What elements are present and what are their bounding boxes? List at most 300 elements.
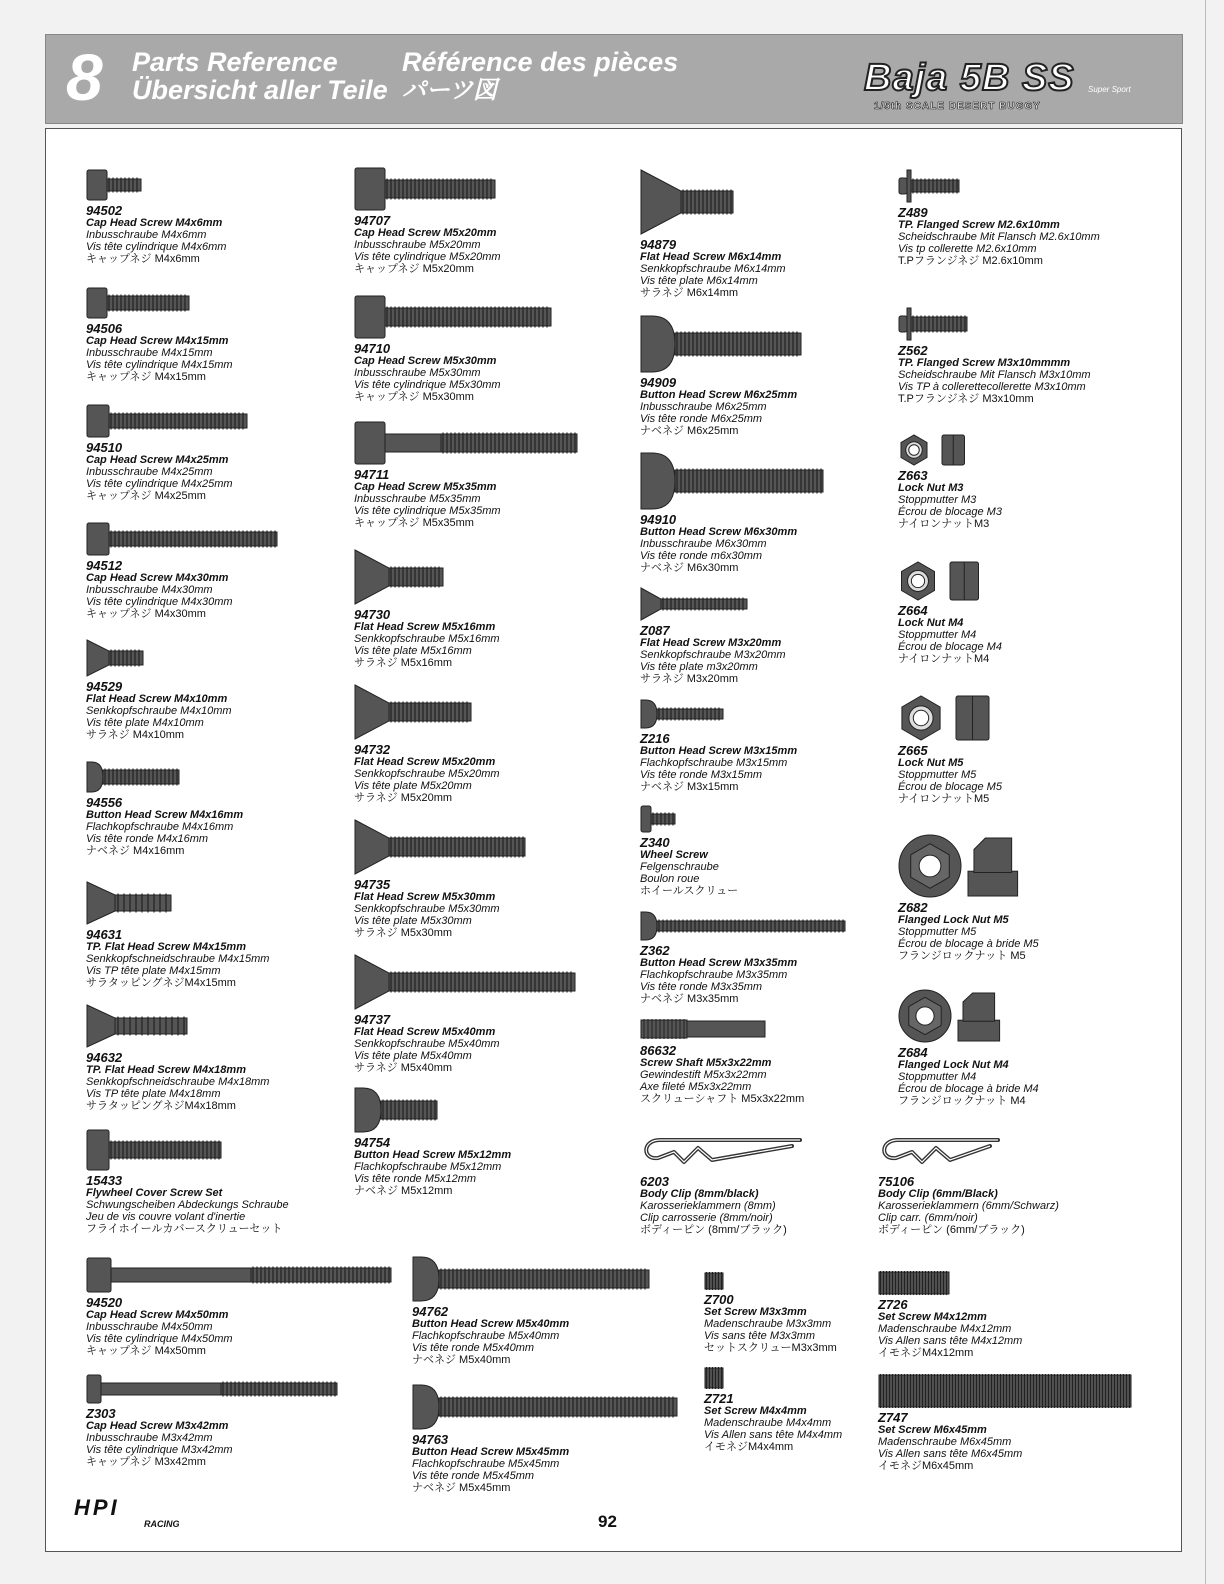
part-number: 86632 <box>640 1043 677 1058</box>
part-name-en: Flat Head Screw M5x16mm <box>354 621 496 633</box>
part-number: 94710 <box>354 341 391 356</box>
part-z726 <box>878 1271 1022 1359</box>
part-name-de: Inbusschraube M3x42mm <box>86 1432 213 1444</box>
part-z216 <box>640 699 797 793</box>
part-name-de: Madenschraube M6x45mm <box>878 1436 1012 1448</box>
part-illustration <box>898 434 974 466</box>
part-illustration <box>640 315 802 373</box>
part-illustration <box>86 761 180 793</box>
part-number: 94737 <box>354 1012 391 1027</box>
part-15433 <box>86 1129 289 1235</box>
part-name-de: Karosserieklammern (6mm/Schwarz) <box>878 1200 1059 1212</box>
part-name-jp: キャップネジ M5x20mm <box>354 263 474 275</box>
part-z362 <box>640 911 846 1005</box>
part-name-fr: Vis tête cylindrique M4x25mm <box>86 478 233 490</box>
part-name-de: Scheidschraube Mit Flansch M2.6x10mm <box>898 231 1100 243</box>
part-name-fr: Vis tête ronde M5x45mm <box>412 1470 535 1482</box>
part-name-fr: Vis tête ronde M3x35mm <box>640 981 763 993</box>
part-name-de: Madenschraube M4x12mm <box>878 1323 1012 1335</box>
part-name-jp: T.Pフランジネジ M2.6x10mm <box>898 255 1043 267</box>
part-name-jp: サラネジ M5x20mm <box>354 792 453 804</box>
part-name-de: Flachkopfschraube M5x12mm <box>354 1161 502 1173</box>
part-name-jp: フランジロックナット M5 <box>898 950 1026 962</box>
part-94754 <box>354 1087 511 1197</box>
part-illustration <box>898 695 1002 741</box>
part-name-fr: Vis tp collerette M2.6x10mm <box>898 243 1037 255</box>
title-japanese: パーツ図 <box>402 77 498 104</box>
part-name-fr: Vis tête cylindrique M4x15mm <box>86 359 233 371</box>
part-number: Z664 <box>898 603 928 618</box>
part-name-fr: Vis tête ronde M5x40mm <box>412 1342 535 1354</box>
part-number: Z340 <box>640 835 670 850</box>
part-illustration <box>704 1367 724 1389</box>
part-name-de: Stoppmutter M4 <box>898 629 977 641</box>
part-name-jp: ナベネジ M3x35mm <box>640 993 739 1005</box>
part-number: 94711 <box>354 467 390 482</box>
part-illustration <box>354 295 552 339</box>
part-illustration <box>640 805 676 833</box>
part-z664 <box>898 561 1002 665</box>
part-94732 <box>354 684 500 804</box>
part-name-jp: キャップネジ M4x25mm <box>86 490 206 502</box>
part-name-en: Body Clip (8mm/black) <box>640 1188 759 1200</box>
part-name-jp: ナベネジ M6x25mm <box>640 425 739 437</box>
part-name-en: Cap Head Screw M5x20mm <box>354 227 497 239</box>
part-94502 <box>86 169 226 265</box>
part-number: 94910 <box>640 512 677 527</box>
baja-logo <box>864 57 1164 117</box>
part-z087 <box>640 587 786 685</box>
part-name-en: TP. Flat Head Screw M4x18mm <box>86 1064 246 1076</box>
part-94763 <box>412 1384 678 1494</box>
part-number: 94763 <box>412 1432 449 1447</box>
part-name-fr: Vis sans tête M3x3mm <box>704 1330 816 1342</box>
part-name-de: Flachkopfschraube M5x40mm <box>412 1330 560 1342</box>
part-z663 <box>898 434 1002 530</box>
part-name-jp: ボディーピン (8mm/ブラック) <box>640 1224 787 1236</box>
part-number: Z362 <box>640 943 670 958</box>
part-94512 <box>86 522 278 620</box>
part-name-en: Button Head Screw M6x25mm <box>640 389 798 401</box>
part-number: 94762 <box>412 1304 449 1319</box>
part-number: Z087 <box>640 623 670 638</box>
part-name-de: Inbusschraube M4x15mm <box>86 347 213 359</box>
part-illustration <box>354 684 472 740</box>
part-name-fr: Vis tête ronde M5x12mm <box>354 1173 477 1185</box>
part-name-fr: Vis Allen sans tête M4x12mm <box>878 1335 1023 1347</box>
part-illustration <box>354 421 578 465</box>
part-number: 94506 <box>86 321 123 336</box>
part-number: 6203 <box>640 1174 669 1189</box>
part-number: 94512 <box>86 558 123 573</box>
part-illustration <box>640 699 724 729</box>
part-number: Z726 <box>878 1297 908 1312</box>
part-name-jp: キャップネジ M4x6mm <box>86 253 200 265</box>
part-z340 <box>640 805 738 897</box>
part-number: 94707 <box>354 213 391 228</box>
hpi-brand: HPI <box>74 1495 120 1520</box>
part-name-en: Button Head Screw M5x40mm <box>412 1318 570 1330</box>
part-number: Z665 <box>898 743 928 758</box>
part-name-de: Inbusschraube M4x30mm <box>86 584 213 596</box>
part-number: 94556 <box>86 795 123 810</box>
part-name-en: Button Head Screw M3x15mm <box>640 745 798 757</box>
part-name-de: Flachkopfschraube M5x45mm <box>412 1458 560 1470</box>
title-english: Parts Reference <box>132 47 338 77</box>
part-name-de: Senkkopfschraube M5x20mm <box>354 768 500 780</box>
part-name-fr: Clip carrosserie (8mm/noir) <box>640 1212 773 1224</box>
part-name-fr: Vis TP à collerettecollerette M3x10mm <box>898 381 1086 393</box>
part-94707 <box>354 167 501 275</box>
part-name-de: Karosserieklammern (8mm) <box>640 1200 776 1212</box>
part-illustration <box>878 1374 1132 1408</box>
part-name-de: Stoppmutter M5 <box>898 926 977 938</box>
part-94730 <box>354 549 500 669</box>
part-name-jp: ナベネジ M5x40mm <box>412 1354 511 1366</box>
part-number: Z489 <box>898 205 928 220</box>
part-number: 94632 <box>86 1050 123 1065</box>
part-z684 <box>898 989 1039 1107</box>
part-illustration <box>898 834 1032 898</box>
part-94510 <box>86 404 248 502</box>
part-name-fr: Vis tête plate M5x20mm <box>354 780 472 792</box>
part-name-en: Lock Nut M4 <box>898 617 964 629</box>
section-header <box>45 34 1183 124</box>
part-name-jp: イモネジM6x45mm <box>878 1460 974 1472</box>
part-illustration <box>86 1257 392 1293</box>
part-name-de: Stoppmutter M5 <box>898 769 977 781</box>
part-illustration <box>354 1087 438 1133</box>
logo-sub-text: 1/5th SCALE DESERT BUGGY <box>874 101 1041 112</box>
part-z700 <box>704 1272 837 1354</box>
part-number: Z700 <box>704 1292 734 1307</box>
part-illustration <box>640 452 824 510</box>
part-number: 94732 <box>354 742 391 757</box>
part-name-en: Flat Head Screw M6x14mm <box>640 251 782 263</box>
part-94737 <box>354 954 576 1074</box>
part-name-jp: サラネジ M6x14mm <box>640 287 739 299</box>
part-name-fr: Boulon roue <box>640 873 700 885</box>
title-french: Référence des pièces <box>402 47 679 77</box>
part-name-en: Button Head Screw M5x12mm <box>354 1149 512 1161</box>
part-name-en: Button Head Screw M3x35mm <box>640 957 798 969</box>
part-name-en: Cap Head Screw M5x30mm <box>354 355 497 367</box>
part-name-de: Inbusschraube M4x25mm <box>86 466 213 478</box>
part-94506 <box>86 287 233 383</box>
part-name-en: Flat Head Screw M4x10mm <box>86 693 228 705</box>
part-name-en: Button Head Screw M6x30mm <box>640 526 798 538</box>
part-number: Z562 <box>898 343 928 358</box>
part-name-de: Madenschraube M3x3mm <box>704 1318 832 1330</box>
part-name-fr: Jeu de vis couvre volant d'inertie <box>86 1211 246 1223</box>
part-illustration <box>412 1256 650 1302</box>
part-name-jp: スクリューシャフト M5x3x22mm <box>640 1093 805 1105</box>
part-illustration <box>86 1004 188 1048</box>
part-number: Z663 <box>898 468 928 483</box>
part-name-fr: Écrou de blocage M5 <box>898 781 1002 793</box>
part-name-en: Lock Nut M5 <box>898 757 964 769</box>
part-name-en: Lock Nut M3 <box>898 482 964 494</box>
part-illustration <box>878 1132 1002 1172</box>
part-name-de: Senkkopfschraube M6x14mm <box>640 263 786 275</box>
part-name-de: Inbusschraube M6x25mm <box>640 401 767 413</box>
part-name-en: Screw Shaft M5x3x22mm <box>640 1057 772 1069</box>
part-name-fr: Écrou de blocage M4 <box>898 641 1002 653</box>
part-94520 <box>86 1257 392 1357</box>
part-z665 <box>898 695 1002 805</box>
part-number: Z303 <box>86 1406 116 1421</box>
part-name-fr: Vis tête ronde M3x15mm <box>640 769 763 781</box>
part-name-de: Flachkopfschraube M3x15mm <box>640 757 788 769</box>
part-name-de: Senkkopfschraube M3x20mm <box>640 649 786 661</box>
part-94879 <box>640 169 786 299</box>
part-name-fr: Vis tête cylindrique M5x35mm <box>354 505 501 517</box>
part-number: 94730 <box>354 607 391 622</box>
part-illustration <box>898 307 972 341</box>
part-illustration <box>878 1271 950 1295</box>
part-number: 94510 <box>86 440 123 455</box>
part-illustration <box>640 1017 768 1041</box>
part-name-en: Button Head Screw M4x16mm <box>86 809 244 821</box>
part-94631 <box>86 881 269 989</box>
part-94910 <box>640 452 824 574</box>
part-name-fr: Vis tête plate M5x30mm <box>354 915 472 927</box>
part-name-fr: Vis tête plate M5x40mm <box>354 1050 472 1062</box>
part-name-en: Flat Head Screw M3x20mm <box>640 637 782 649</box>
part-name-en: Cap Head Screw M3x42mm <box>86 1420 229 1432</box>
part-name-fr: Vis tête plate M5x16mm <box>354 645 472 657</box>
part-name-de: Senkkopfschraube M5x30mm <box>354 903 500 915</box>
part-illustration <box>640 911 846 941</box>
part-name-de: Stoppmutter M3 <box>898 494 977 506</box>
part-name-en: Cap Head Screw M4x30mm <box>86 572 229 584</box>
part-75106 <box>878 1132 1059 1236</box>
part-number: 94754 <box>354 1135 391 1150</box>
part-name-en: Set Screw M3x3mm <box>704 1306 807 1318</box>
part-name-jp: イモネジM4x12mm <box>878 1347 974 1359</box>
part-illustration <box>86 287 190 319</box>
part-94762 <box>412 1256 650 1366</box>
part-name-fr: Vis tête cylindrique M4x30mm <box>86 596 233 608</box>
part-illustration <box>640 1132 804 1172</box>
part-name-fr: Vis tête plate M6x14mm <box>640 275 758 287</box>
part-illustration <box>354 819 526 875</box>
part-illustration <box>354 549 444 605</box>
part-name-jp: ナベネジ M4x16mm <box>86 845 185 857</box>
part-name-jp: サラネジ M5x16mm <box>354 657 453 669</box>
part-94556 <box>86 761 243 857</box>
part-name-de: Inbusschraube M6x30mm <box>640 538 767 550</box>
part-name-fr: Vis Allen sans tête M6x45mm <box>878 1448 1023 1460</box>
part-name-de: Senkkopfschraube M5x40mm <box>354 1038 500 1050</box>
part-name-en: Cap Head Screw M4x15mm <box>86 335 229 347</box>
page-number: 92 <box>598 1512 617 1531</box>
part-94909 <box>640 315 802 437</box>
part-name-de: Inbusschraube M5x35mm <box>354 493 481 505</box>
part-name-en: Cap Head Screw M4x50mm <box>86 1309 229 1321</box>
part-number: Z682 <box>898 900 928 915</box>
part-illustration <box>354 167 496 211</box>
part-illustration <box>86 522 278 556</box>
part-illustration <box>86 169 142 201</box>
part-number: 94502 <box>86 203 123 218</box>
part-name-de: Senkkopfschraube M5x16mm <box>354 633 500 645</box>
part-z682 <box>898 834 1039 962</box>
part-name-fr: Vis tête cylindrique M5x30mm <box>354 379 501 391</box>
part-name-fr: Vis tête plate M4x10mm <box>86 717 204 729</box>
part-number: 75106 <box>878 1174 915 1189</box>
part-name-jp: T.Pフランジネジ M3x10mm <box>898 393 1034 405</box>
part-number: 15433 <box>86 1173 123 1188</box>
part-illustration <box>640 587 748 621</box>
part-name-en: Set Screw M6x45mm <box>878 1424 987 1436</box>
part-z562 <box>898 307 1091 405</box>
part-94735 <box>354 819 526 939</box>
part-name-fr: Écrou de blocage M3 <box>898 506 1002 518</box>
parts-panel <box>45 128 1182 1552</box>
part-94529 <box>86 639 232 741</box>
part-name-en: Flywheel Cover Screw Set <box>86 1187 223 1199</box>
part-name-fr: Clip carr. (6mm/noir) <box>878 1212 978 1224</box>
part-illustration <box>412 1384 678 1430</box>
part-name-de: Senkkopfschneidschraube M4x18mm <box>86 1076 270 1088</box>
part-name-jp: イモネジM4x4mm <box>704 1441 794 1453</box>
part-z747 <box>878 1374 1132 1472</box>
part-name-fr: Vis tête cylindrique M4x6mm <box>86 241 227 253</box>
part-name-de: Madenschraube M4x4mm <box>704 1417 832 1429</box>
hpi-brand-sub: RACING <box>144 1519 180 1529</box>
part-name-de: Schwungscheiben Abdeckungs Schraube <box>86 1199 289 1211</box>
part-number: Z684 <box>898 1045 928 1060</box>
part-z721 <box>704 1367 842 1453</box>
part-name-jp: キャップネジ M4x30mm <box>86 608 206 620</box>
part-number: 94520 <box>86 1295 123 1310</box>
part-94632 <box>86 1004 269 1112</box>
part-name-fr: Vis tête cylindrique M5x20mm <box>354 251 501 263</box>
part-name-en: Cap Head Screw M4x6mm <box>86 217 223 229</box>
hpi-racing-logo <box>74 1497 180 1529</box>
part-name-jp: フランジロックナット M4 <box>898 1095 1026 1107</box>
part-illustration <box>704 1272 724 1290</box>
title-german: Übersicht aller Teile <box>132 75 388 105</box>
logo-main-text: Baja 5B SS <box>864 57 1075 99</box>
part-illustration <box>86 881 172 925</box>
part-name-jp: ナイロンナットM5 <box>898 793 990 805</box>
part-86632 <box>640 1017 804 1105</box>
part-name-fr: Vis tête ronde m6x30mm <box>640 550 763 562</box>
part-name-fr: Vis tête ronde M4x16mm <box>86 833 209 845</box>
part-name-en: Flat Head Screw M5x20mm <box>354 756 496 768</box>
part-name-de: Inbusschraube M4x50mm <box>86 1321 213 1333</box>
part-number: Z216 <box>640 731 670 746</box>
part-z303 <box>86 1374 338 1468</box>
part-illustration <box>640 169 734 235</box>
part-name-fr: Vis TP tête plate M4x15mm <box>86 965 221 977</box>
part-name-jp: サラネジ M4x10mm <box>86 729 185 741</box>
part-name-en: Cap Head Screw M5x35mm <box>354 481 497 493</box>
part-illustration <box>86 404 248 438</box>
part-name-en: Flanged Lock Nut M5 <box>898 914 1009 926</box>
part-name-jp: サラタッピングネジM4x18mm <box>86 1100 236 1112</box>
part-number: Z747 <box>878 1410 908 1425</box>
logo-tag-text: Super Sport <box>1088 85 1131 94</box>
part-name-jp: セットスクリューM3x3mm <box>704 1342 837 1354</box>
part-name-jp: ナイロンナットM3 <box>898 518 990 530</box>
part-name-de: Scheidschraube Mit Flansch M3x10mm <box>898 369 1091 381</box>
part-name-de: Felgenschraube <box>640 861 719 873</box>
part-name-jp: フライホイールカバースクリューセット <box>86 1223 283 1235</box>
part-name-fr: Écrou de blocage à bride M5 <box>898 938 1039 950</box>
part-name-jp: ナベネジ M6x30mm <box>640 562 739 574</box>
part-name-en: Cap Head Screw M4x25mm <box>86 454 229 466</box>
part-name-jp: ホイールスクリュー <box>640 885 739 897</box>
part-name-jp: サラネジ M3x20mm <box>640 673 739 685</box>
part-z489 <box>898 169 1100 267</box>
section-number: 8 <box>66 40 103 114</box>
part-name-jp: キャップネジ M3x42mm <box>86 1456 206 1468</box>
part-name-de: Senkkopfschraube M4x10mm <box>86 705 232 717</box>
part-name-jp: サラネジ M5x40mm <box>354 1062 453 1074</box>
part-name-jp: キャップネジ M4x15mm <box>86 371 206 383</box>
part-name-jp: キャップネジ M4x50mm <box>86 1345 206 1357</box>
part-name-jp: ボディーピン (6mm/ブラック) <box>878 1224 1025 1236</box>
part-name-jp: ナイロンナットM4 <box>898 653 990 665</box>
part-94710 <box>354 295 552 403</box>
part-illustration <box>86 639 144 677</box>
part-name-de: Gewindestift M5x3x22mm <box>640 1069 767 1081</box>
part-name-fr: Vis tête cylindrique M3x42mm <box>86 1444 233 1456</box>
part-6203 <box>640 1132 804 1236</box>
part-name-jp: キャップネジ M5x35mm <box>354 517 474 529</box>
part-name-en: Flat Head Screw M5x30mm <box>354 891 496 903</box>
part-illustration <box>86 1374 338 1404</box>
part-name-fr: Écrou de blocage à bride M4 <box>898 1083 1039 1095</box>
part-name-fr: Vis tête plate m3x20mm <box>640 661 758 673</box>
part-name-fr: Vis tête cylindrique M4x50mm <box>86 1333 233 1345</box>
part-name-de: Inbusschraube M4x6mm <box>86 229 207 241</box>
part-number: Z721 <box>704 1391 734 1406</box>
part-name-de: Stoppmutter M4 <box>898 1071 977 1083</box>
part-name-en: Button Head Screw M5x45mm <box>412 1446 570 1458</box>
part-number: 94735 <box>354 877 391 892</box>
part-94711 <box>354 421 578 529</box>
part-name-fr: Vis tête ronde M6x25mm <box>640 413 763 425</box>
part-name-de: Senkkopfschneidschraube M4x15mm <box>86 953 270 965</box>
part-illustration <box>898 561 990 601</box>
part-name-jp: ナベネジ M5x45mm <box>412 1482 511 1494</box>
part-name-en: Body Clip (6mm/Black) <box>878 1188 998 1200</box>
part-name-fr: Vis Allen sans tête M4x4mm <box>704 1429 843 1441</box>
part-name-en: Wheel Screw <box>640 849 708 861</box>
part-name-jp: キャップネジ M5x30mm <box>354 391 474 403</box>
part-name-en: Set Screw M4x12mm <box>878 1311 987 1323</box>
part-name-en: Flanged Lock Nut M4 <box>898 1059 1009 1071</box>
part-name-de: Flachkopfschraube M4x16mm <box>86 821 234 833</box>
part-name-de: Inbusschraube M5x20mm <box>354 239 481 251</box>
part-name-fr: Vis TP tête plate M4x18mm <box>86 1088 221 1100</box>
part-name-jp: ナベネジ M5x12mm <box>354 1185 453 1197</box>
part-name-jp: ナベネジ M3x15mm <box>640 781 739 793</box>
part-name-en: TP. Flat Head Screw M4x15mm <box>86 941 246 953</box>
part-name-jp: サラタッピングネジM4x15mm <box>86 977 236 989</box>
page-edge-line <box>1205 0 1206 1584</box>
part-name-fr: Axe fileté M5x3x22mm <box>640 1081 752 1093</box>
part-number: 94529 <box>86 679 123 694</box>
part-name-en: Flat Head Screw M5x40mm <box>354 1026 496 1038</box>
part-illustration <box>898 989 1012 1043</box>
part-name-de: Inbusschraube M5x30mm <box>354 367 481 379</box>
part-name-en: TP. Flanged Screw M2.6x10mm <box>898 219 1060 231</box>
